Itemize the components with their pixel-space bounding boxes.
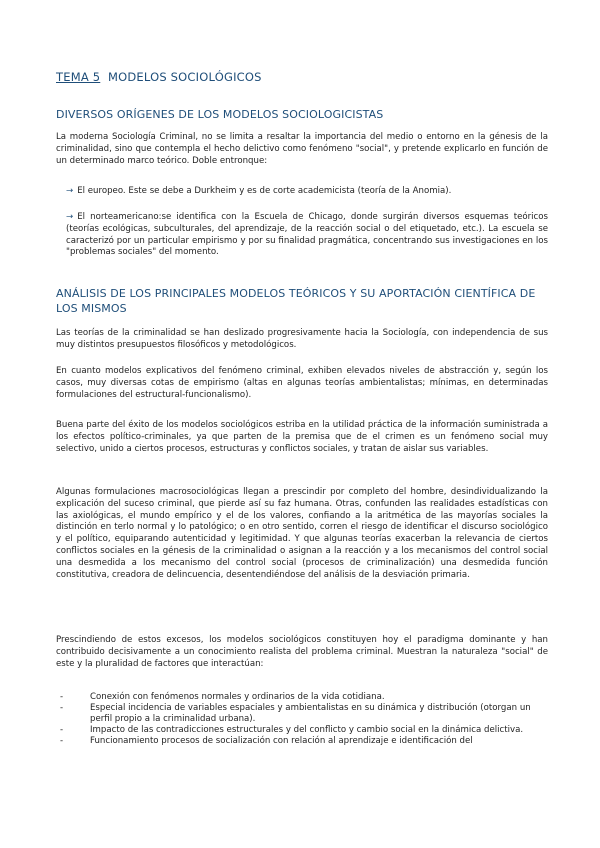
point-european: [66, 186, 548, 198]
bullet-dash: -: [60, 692, 64, 702]
title-text: MODELOS SOCIOLÓGICOS: [107, 70, 262, 84]
section2-paragraph-2: En cuanto modelos explicativos del fenómeno criminal, exhiben elevados niveles de abstracción y, según los casos, muy diversas cotas de empirismo (altas en algunas teorías ambientalistas; mínimas, en determinadas formulaciones del estructural-funcionalismo).: [56, 366, 548, 400]
page-title: [56, 70, 262, 84]
list-item: - Conexión con fenómenos normales y ordinarios de la vida cotidiana.: [60, 692, 385, 702]
point-american: [66, 212, 548, 259]
arrow-icon: →: [66, 186, 74, 196]
list-item: - Impacto de las contradicciones estructurales y del conflicto y cambio social en la dinámica delictiva.: [60, 725, 524, 735]
point-european-text: El europeo. Este se debe a Durkheim y es de corte academicista (teoría de la Anomia).: [77, 186, 452, 196]
section1-heading: DIVERSOS ORÍGENES DE LOS MODELOS SOCIOLOGICISTAS: [56, 108, 384, 121]
section2-paragraph-5: Prescindiendo de estos excesos, los modelos sociológicos constituyen hoy el paradigma dominante y han contribuido decisivamente a un conocimiento realista del problema criminal. Muestran la naturaleza "social" de este y la pluralidad de factores que interactúan:: [56, 635, 548, 669]
list-item: - Especial incidencia de variables espaciales y ambientalistas en su dinámica y distribución (otorgan un perfil propio a la criminalidad urbana).: [60, 703, 531, 724]
arrow-icon: →: [66, 212, 74, 222]
bullet-dash: -: [60, 725, 64, 735]
title-tema: TEMA 5: [56, 70, 101, 84]
section1-intro: La moderna Sociología Criminal, no se limita a resaltar la importancia del medio o entorno en la génesis de la criminalidad, sino que contempla el hecho delictivo como fenómeno "social", y pretende explicarlo en función de un determinado marco teórico. Doble entronque:: [56, 132, 548, 166]
point-american-text: El norteamericano:se identifica con la Escuela de Chicago, donde surgirán diversos esquemas teóricos (teorías ecológicas, subculturales, del aprendizaje, de la reacción social o del etiquetado, etc.). La escuela se caracterizó por un particular empirismo y por su finalidad pragmática, concentrando sus investigaciones en los "problemas sociales" del momento.: [66, 212, 548, 258]
factor-list: [56, 692, 548, 747]
section2-paragraph-4: Algunas formulaciones macrosociológicas llegan a prescindir por completo del hombre, desindividualizando la explicación del suceso criminal, que pierde así su faz humana. Otras, confunden las realidades estadísticas con las axiológicas, el mundo empírico y el de los valores, confiando a la aritmética de las mayorías sociales la distinción en terlo normal y lo patológico; o en otro sentido, corren el riesgo de identificar el discurso sociológico y el político, equiparando autenticidad y legitimidad. Y que algunas teorías exacerban la relevancia de ciertos conflictos sociales en la génesis de la criminalidad o asignan a la reacción y a los mecanismos del control social una desmedida a los mecanismo del control social (procesos de criminalización) una desmedida función constitutiva, creadora de delincuencia, desentendiéndose del análisis de la desviación primaria.: [56, 487, 548, 580]
list-item: - Funcionamiento procesos de socialización con relación al aprendizaje e identificación del: [60, 736, 473, 746]
bullet-dash: -: [60, 703, 64, 713]
section2-paragraph-3: Buena parte del éxito de los modelos sociológicos estriba en la utilidad práctica de la información suministrada a los efectos político-criminales, ya que parten de la premisa que de el crimen es un fenómeno social muy selectivo, unido a ciertos procesos, estructuras y conflictos sociales, y tratan de aislar sus variables.: [56, 420, 548, 454]
section2-heading: ANÁLISIS DE LOS PRINCIPALES MODELOS TEÓRICOS Y SU APORTACIÓN CIENTÍFICA DE LOS MISMOS: [56, 287, 536, 315]
bullet-dash: -: [60, 736, 64, 746]
section2-paragraph-1: Las teorías de la criminalidad se han deslizado progresivamente hacia la Sociología, con independencia de sus muy distintos presupuestos filosóficos y metodológicos.: [56, 328, 548, 350]
